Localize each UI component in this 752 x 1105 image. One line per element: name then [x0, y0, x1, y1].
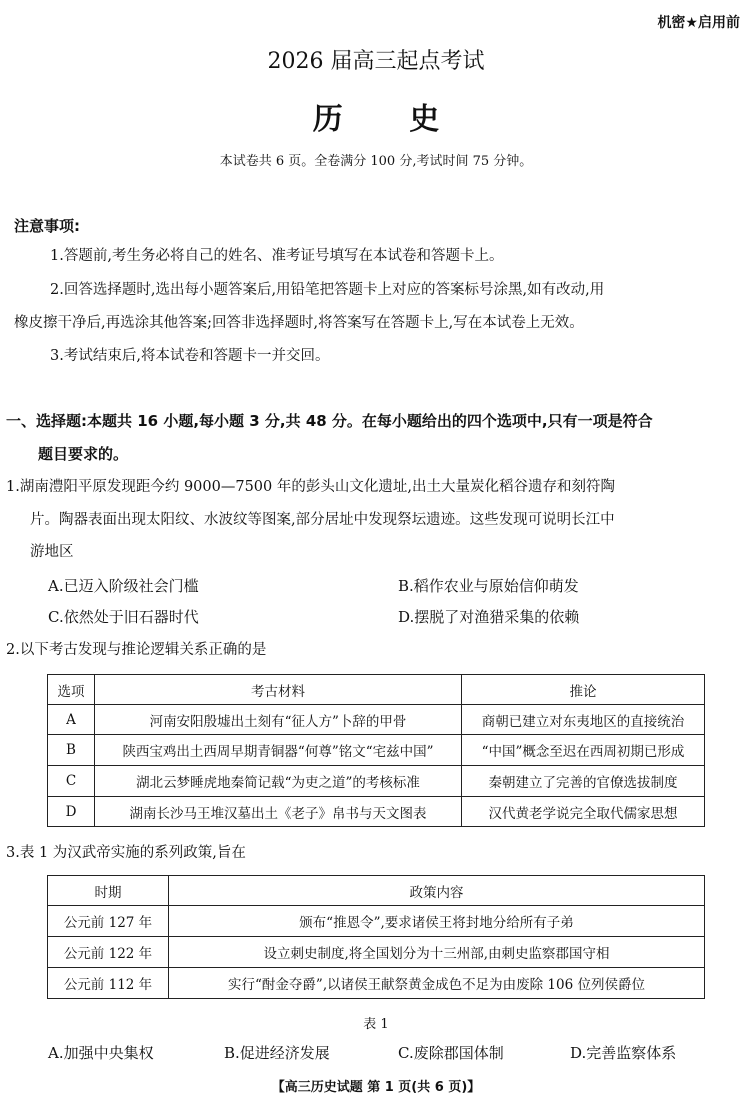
q3-option-c: C.废除郡国体制: [398, 1044, 504, 1062]
q3-table: [47, 875, 705, 999]
section-heading-line1: 一、选择题:本题共 16 小题,每小题 3 分,共 48 分。在每小题给出的四个选项中,只有一项是符合: [6, 412, 653, 430]
confidential-label: 机密★启用前: [657, 15, 740, 31]
table-row: [48, 735, 705, 766]
q3-header-policy: 政策内容: [169, 876, 705, 906]
note-1: 1.答题前,考生务必将自己的姓名、准考证号填写在本试卷和答题卡上。: [50, 248, 504, 264]
q3-cell: 公元前 122 年: [48, 937, 169, 968]
table-row: [48, 705, 705, 735]
q2-cell: 陕西宝鸡出土西周早期青铜器“何尊”铭文“宅兹中国”: [95, 735, 462, 766]
table-row: [48, 937, 705, 968]
q3-stem: 3.表 1 为汉武帝实施的系列政策,旨在: [6, 845, 246, 861]
q2-cell: B: [48, 735, 95, 766]
q1-option-b: B.稻作农业与原始信仰萌发: [398, 577, 579, 595]
q2-table: [47, 674, 705, 827]
q3-table-caption: 表 1: [363, 1017, 389, 1032]
exam-info: 本试卷共 6 页。全卷满分 100 分,考试时间 75 分钟。: [219, 154, 533, 169]
q2-header-option: 选项: [48, 675, 95, 705]
q2-cell: 湖北云梦睡虎地秦简记载“为吏之道”的考核标准: [95, 766, 462, 797]
note-2-line1: 2.回答选择题时,选出每小题答案后,用铅笔把答题卡上对应的答案标号涂黑,如有改动,用: [50, 282, 605, 298]
q2-cell: 湖南长沙马王堆汉墓出土《老子》帛书与天文图表: [95, 797, 462, 827]
q1-option-d: D.摆脱了对渔猎采集的依赖: [398, 608, 580, 626]
q2-cell: 河南安阳殷墟出土刻有“征人方”卜辞的甲骨: [95, 705, 462, 735]
q3-header-period: 时期: [48, 876, 169, 906]
q1-option-a: A.已迈入阶级社会门槛: [48, 577, 199, 595]
q3-cell: 公元前 112 年: [48, 968, 169, 999]
q2-cell: A: [48, 705, 95, 735]
table-row: [48, 968, 705, 999]
note-3: 3.考试结束后,将本试卷和答题卡一并交回。: [50, 348, 330, 364]
table-row: [48, 797, 705, 827]
q2-cell: 秦朝建立了完善的官僚选拔制度: [462, 766, 705, 797]
q2-cell: 汉代黄老学说完全取代儒家思想: [462, 797, 705, 827]
q3-cell: 设立刺史制度,将全国划分为十三州部,由刺史监察郡国守相: [169, 937, 705, 968]
q2-header-material: 考古材料: [95, 675, 462, 705]
q1-option-c: C.依然处于旧石器时代: [48, 608, 199, 626]
q3-cell: 实行“酎金夺爵”,以诸侯王献祭黄金成色不足为由废除 106 位列侯爵位: [169, 968, 705, 999]
q3-cell: 颁布“推恩令”,要求诸侯王将封地分给所有子弟: [169, 906, 705, 937]
table-row: [48, 906, 705, 937]
table-row: [48, 766, 705, 797]
notes-heading: 注意事项:: [14, 217, 80, 235]
q1-stem-line1: 1.湖南澧阳平原发现距今约 9000—7500 年的彭头山文化遗址,出土大量炭化稻谷遗存和刻符陶: [6, 479, 615, 495]
q3-option-b: B.促进经济发展: [224, 1044, 330, 1062]
subject-title: 历 史: [312, 102, 468, 137]
q1-stem-line2: 片。陶器表面出现太阳纹、水波纹等图案,部分居址中发现祭坛遗迹。这些发现可说明长江中: [30, 512, 615, 528]
q3-option-d: D.完善监察体系: [570, 1044, 677, 1062]
q3-cell: 公元前 127 年: [48, 906, 169, 937]
q2-cell: C: [48, 766, 95, 797]
note-2-line2: 橡皮擦干净后,再选涂其他答案;回答非选择题时,将答案写在答题卡上,写在本试卷上无效。: [14, 315, 584, 331]
q2-cell: 商朝已建立对东夷地区的直接统治: [462, 705, 705, 735]
exam-title: 2026 届高三起点考试: [267, 49, 485, 74]
page-footer: 【高三历史试题 第 1 页(共 6 页)】: [271, 1080, 481, 1095]
section-heading-line2: 题目要求的。: [38, 445, 129, 463]
q2-header-inference: 推论: [462, 675, 705, 705]
q2-stem: 2.以下考古发现与推论逻辑关系正确的是: [6, 642, 267, 658]
q2-cell: D: [48, 797, 95, 827]
q1-stem-line3: 游地区: [30, 544, 74, 560]
q3-option-a: A.加强中央集权: [48, 1044, 154, 1062]
q2-cell: “中国”概念至迟在西周初期已形成: [462, 735, 705, 766]
